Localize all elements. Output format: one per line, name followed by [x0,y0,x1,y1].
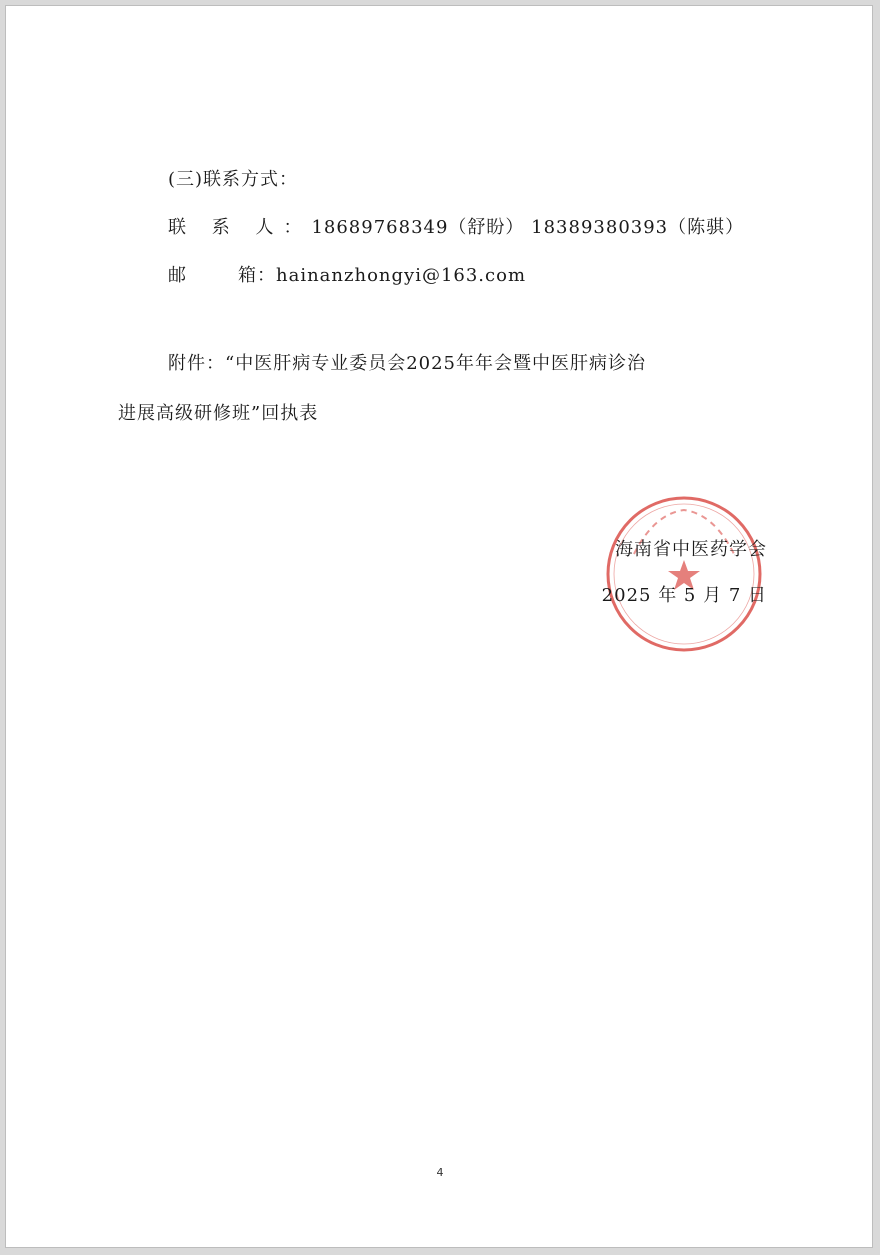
email-value: hainanzhongyi@163.com [276,265,527,286]
attachment-line-1: 附件：“中医肝病专业委员会2025年年会暨中医肝病诊治 [168,353,647,374]
signature-date: 2025 年 5 月 7 日 [601,585,767,606]
contact-person-value: 18689768349（舒盼） 18389380393（陈骐） [311,217,745,238]
document-page [5,5,873,1248]
email-label-char2: 箱： [238,265,276,286]
official-seal-stamp [604,494,764,654]
signature-organization: 海南省中医药学会 [615,539,767,560]
attachment-line-2: 进展高级研修班”回执表 [118,403,319,424]
contact-email-line [168,264,526,288]
page-number: 4 [436,1166,444,1179]
contact-person-label: 联 系 人： [168,217,312,238]
email-label-char1: 邮 [168,265,187,286]
contact-person-line [168,216,744,240]
contact-section-title: (三)联系方式： [168,169,299,190]
